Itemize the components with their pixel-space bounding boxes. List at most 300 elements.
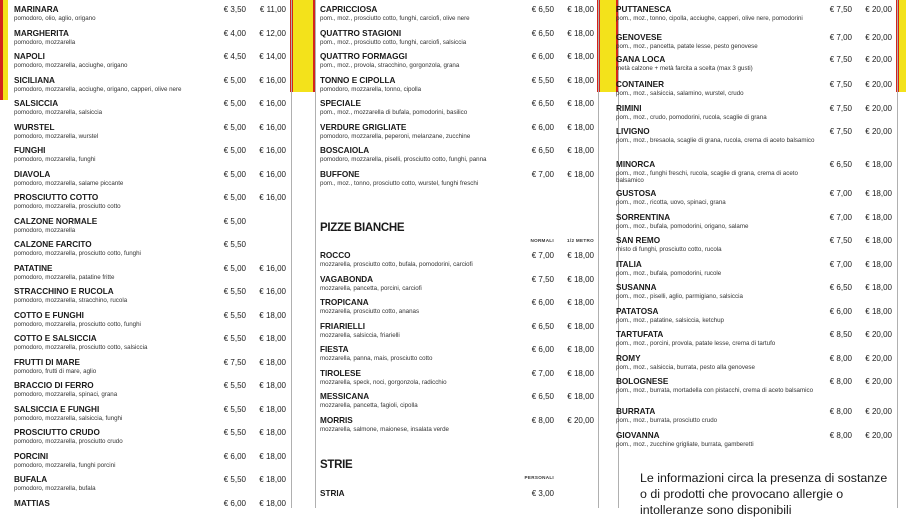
menu-item-price-normal: € 7,00 xyxy=(522,369,554,379)
menu-item xyxy=(14,170,286,194)
menu-item-description: pomodoro, mozzarella, prosciutto cotto, funghi xyxy=(14,250,214,257)
menu-item-description: pom., moz., prosciutto cotto, funghi, carciofi, olive nere xyxy=(320,15,522,22)
menu-item-description: pom., moz., burrata, mortadella con pistacchi, crema di aceto balsamico xyxy=(616,387,820,394)
menu-item xyxy=(320,275,594,299)
menu-item-name: VERDURE GRIGLIATE xyxy=(320,123,522,133)
menu-item-price-normal: € 7,50 xyxy=(820,5,852,15)
menu-item-name: TONNO E CIPOLLA xyxy=(320,76,522,86)
menu-item-name: BUFFONE xyxy=(320,170,522,180)
pizza-list-bianche xyxy=(320,251,594,439)
menu-item xyxy=(616,431,892,455)
menu-item-name: COTTO E FUNGHI xyxy=(14,311,214,321)
menu-item-price-normal: € 3,00 xyxy=(522,489,554,499)
menu-item-description: pom., moz., prosciutto cotto, funghi, carciofi, salsiccia xyxy=(320,39,522,46)
menu-item-description: pomodoro, mozzarella, peperoni, melanzane, zucchine xyxy=(320,133,522,140)
menu-item-price-large: € 18,00 xyxy=(554,298,594,308)
menu-item-price-normal: € 7,50 xyxy=(522,275,554,285)
menu-item xyxy=(320,76,594,100)
menu-item-price-normal: € 5,50 xyxy=(214,287,246,297)
menu-item-name: SPECIALE xyxy=(320,99,522,109)
menu-item-description: pomodoro, mozzarella, acciughe, origano xyxy=(14,62,214,69)
menu-item-name: MINORCA xyxy=(616,160,820,170)
menu-item-name: MARGHERITA xyxy=(14,29,214,39)
menu-item-price-large: € 18,00 xyxy=(852,213,892,223)
menu-item-name: BURRATA xyxy=(616,407,820,417)
menu-item xyxy=(320,392,594,416)
menu-item-description: pomodoro, olio, aglio, origano xyxy=(14,15,214,22)
header-personali: PERSONALI xyxy=(522,475,554,483)
bianche-section-title: PIZZE BIANCHE xyxy=(320,222,594,234)
menu-item-description: pom., moz., tonno, cipolla, acciughe, capperi, olive nere, pomodorini xyxy=(616,15,820,22)
menu-item xyxy=(14,405,286,429)
menu-item-name: TIROLESE xyxy=(320,369,522,379)
menu-item-info xyxy=(320,298,522,315)
menu-item-info xyxy=(320,76,522,93)
menu-item-description: pom., moz., funghi freschi, rucola, scaglie di grana, crema di aceto balsamico xyxy=(616,170,820,185)
menu-item-name: PUTTANESCA xyxy=(616,5,820,15)
menu-item-name: SICILIANA xyxy=(14,76,214,86)
menu-item-price-large: € 18,00 xyxy=(554,5,594,15)
menu-item-info xyxy=(616,377,820,394)
menu-item xyxy=(14,499,286,522)
menu-item-info xyxy=(14,358,214,375)
menu-item-name: CALZONE FARCITO xyxy=(14,240,214,250)
menu-item xyxy=(616,55,892,80)
menu-item-name: SUSANNA xyxy=(616,283,820,293)
menu-item-info xyxy=(14,334,214,351)
menu-item xyxy=(320,322,594,346)
menu-item-price-normal: € 7,00 xyxy=(522,251,554,261)
menu-item-price-large: € 20,00 xyxy=(852,55,892,65)
menu-item-price-large: € 18,00 xyxy=(246,381,286,391)
menu-item-price-large: € 16,00 xyxy=(246,287,286,297)
menu-item-description: pom., moz., bufala, pomodorini, rucole xyxy=(616,270,820,277)
menu-item xyxy=(14,5,286,29)
menu-item-description: pom., moz., crudo, pomodorini, rucola, scaglie di grana xyxy=(616,114,820,121)
menu-item-name: DIAVOLA xyxy=(14,170,214,180)
menu-item-description: mozzarella, salmone, maionese, insalata verde xyxy=(320,426,522,433)
menu-item-name: QUATTRO STAGIONI xyxy=(320,29,522,39)
menu-item xyxy=(14,240,286,264)
menu-item-description: misto di funghi, prosciutto cotto, rucola xyxy=(616,246,820,253)
header-normali: NORMALI xyxy=(522,238,554,246)
menu-item-price-normal: € 6,00 xyxy=(820,307,852,317)
menu-item xyxy=(616,236,892,260)
menu-item-description: pomodoro, mozzarella, acciughe, origano, capperi, olive nere xyxy=(14,86,214,93)
menu-item xyxy=(320,170,594,194)
menu-item-price-normal: € 5,50 xyxy=(214,311,246,321)
allergen-info-text: Le informazioni circa la presenza di sostanze o di prodotti che provocano allergie o intolleranze sono disponibili xyxy=(616,470,892,518)
menu-item-info xyxy=(320,52,522,69)
menu-item-name: CALZONE NORMALE xyxy=(14,217,214,227)
menu-item-name: PATATINE xyxy=(14,264,214,274)
menu-item-price-normal: € 7,50 xyxy=(214,358,246,368)
menu-item-name: SORRENTINA xyxy=(616,213,820,223)
menu-item-info xyxy=(14,452,214,469)
menu-item-info xyxy=(14,193,214,210)
menu-item xyxy=(14,146,286,170)
menu-item-name: NAPOLI xyxy=(14,52,214,62)
menu-item-name: MESSICANA xyxy=(320,392,522,402)
menu-item-name: COTTO E SALSICCIA xyxy=(14,334,214,344)
menu-item xyxy=(14,52,286,76)
menu-item-info xyxy=(14,405,214,422)
menu-item-description: pom., moz., bufala, pomodorini, origano, salame xyxy=(616,223,820,230)
menu-item-price-large: € 20,00 xyxy=(852,33,892,43)
menu-item xyxy=(616,104,892,128)
menu-item xyxy=(14,452,286,476)
menu-item-price-large: € 18,00 xyxy=(554,99,594,109)
menu-item-price-normal: € 5,00 xyxy=(214,217,246,227)
menu-item xyxy=(14,193,286,217)
menu-item xyxy=(14,217,286,241)
menu-item-price-large: € 18,00 xyxy=(246,311,286,321)
menu-item-description: pomodoro, mozzarella, prosciutto crudo xyxy=(14,438,214,445)
menu-item-name: STRIA xyxy=(320,489,522,499)
menu-item-info xyxy=(616,5,820,22)
menu-item-name: TROPICANA xyxy=(320,298,522,308)
menu-item-info xyxy=(320,322,522,339)
menu-item xyxy=(14,99,286,123)
pizza-list-rosse-2 xyxy=(320,0,594,193)
menu-item-price-large: € 18,00 xyxy=(852,307,892,317)
menu-item-price-normal: € 4,00 xyxy=(214,29,246,39)
menu-item-price-large: € 16,00 xyxy=(246,146,286,156)
menu-item xyxy=(320,123,594,147)
pizza-list-strie xyxy=(320,489,594,507)
menu-item-info xyxy=(616,407,820,424)
menu-item-price-normal: € 5,00 xyxy=(214,123,246,133)
menu-item-name: BRACCIO DI FERRO xyxy=(14,381,214,391)
menu-item-info xyxy=(616,431,820,448)
menu-item-info xyxy=(616,213,820,230)
menu-item-price-normal: € 5,50 xyxy=(214,428,246,438)
menu-item xyxy=(616,213,892,237)
menu-item xyxy=(14,123,286,147)
menu-item-name: TARTUFATA xyxy=(616,330,820,340)
menu-item-price-large: € 18,00 xyxy=(554,76,594,86)
menu-item-price-normal: € 5,00 xyxy=(214,99,246,109)
menu-item xyxy=(320,489,594,507)
menu-item-name: QUATTRO FORMAGGI xyxy=(320,52,522,62)
menu-item-price-normal: € 7,00 xyxy=(820,260,852,270)
menu-item-name: MORRIS xyxy=(320,416,522,426)
menu-item-price-normal: € 7,50 xyxy=(820,80,852,90)
menu-item-description: pom., moz., pancetta, patate lesse, pesto genovese xyxy=(616,43,820,50)
menu-item-price-large: € 20,00 xyxy=(852,80,892,90)
menu-item-price-large: € 20,00 xyxy=(852,354,892,364)
menu-item-price-large: € 18,00 xyxy=(852,283,892,293)
menu-item-price-normal: € 6,50 xyxy=(522,322,554,332)
menu-item-description: pomodoro, mozzarella, funghi porcini xyxy=(14,462,214,469)
menu-item-name: FRUTTI DI MARE xyxy=(14,358,214,368)
menu-item xyxy=(14,287,286,311)
menu-item-price-normal: € 3,50 xyxy=(214,5,246,15)
menu-item-price-large: € 11,00 xyxy=(246,5,286,15)
menu-item-price-large: € 18,00 xyxy=(554,146,594,156)
menu-item xyxy=(14,264,286,288)
menu-item-price-normal: € 4,50 xyxy=(214,52,246,62)
menu-item-price-normal: € 6,00 xyxy=(214,499,246,509)
menu-item-info xyxy=(14,5,214,22)
bianche-column-headers xyxy=(320,238,594,246)
menu-item-description: pomodoro, mozzarella, tonno, cipolla xyxy=(320,86,522,93)
menu-item xyxy=(320,29,594,53)
menu-item-info xyxy=(320,489,522,499)
menu-item-description: pom., moz., provola, stracchino, gorgonzola, grana xyxy=(320,62,522,69)
menu-item-price-large: € 12,00 xyxy=(246,29,286,39)
menu-item-name: BUFALA xyxy=(14,475,214,485)
menu-item-name: BOLOGNESE xyxy=(616,377,820,387)
menu-item-info xyxy=(616,127,820,144)
menu-item xyxy=(616,189,892,213)
menu-item-description: pom., moz., porcini, provola, patate lesse, crema di tartufo xyxy=(616,340,820,347)
menu-item-price-large: € 20,00 xyxy=(852,431,892,441)
menu-item-description: pom., moz., patatine, salsiccia, ketchup xyxy=(616,317,820,324)
menu-item-info xyxy=(616,330,820,347)
strie-section-title: STRIE xyxy=(320,459,594,471)
menu-item-price-normal: € 6,00 xyxy=(214,452,246,462)
menu-item-name: FIESTA xyxy=(320,345,522,355)
menu-item-price-large: € 20,00 xyxy=(852,377,892,387)
menu-item-info xyxy=(14,264,214,281)
menu-item-price-normal: € 5,00 xyxy=(214,76,246,86)
menu-item-info xyxy=(320,275,522,292)
menu-item-price-large: € 18,00 xyxy=(554,251,594,261)
menu-item-price-large: € 18,00 xyxy=(852,160,892,170)
menu-item-price-normal: € 8,00 xyxy=(522,416,554,426)
menu-item-name: CAPRICCIOSA xyxy=(320,5,522,15)
menu-item xyxy=(320,369,594,393)
menu-item-info xyxy=(14,217,214,234)
menu-item xyxy=(320,99,594,123)
menu-item-price-large: € 16,00 xyxy=(246,76,286,86)
menu-item-price-normal: € 6,50 xyxy=(522,99,554,109)
menu-item-price-large: € 18,00 xyxy=(554,345,594,355)
menu-item-name: PROSCIUTTO COTTO xyxy=(14,193,214,203)
menu-item xyxy=(616,283,892,307)
menu-item-name: GANA LOCA xyxy=(616,55,820,65)
menu-item-name: BOSCAIOLA xyxy=(320,146,522,156)
menu-item-price-normal: € 6,00 xyxy=(522,123,554,133)
menu-item-description: pomodoro, mozzarella, prosciutto cotto, salsiccia xyxy=(14,344,214,351)
menu-item-price-normal: € 8,00 xyxy=(820,431,852,441)
menu-item-description: mozzarella, pancetta, fagioli, cipolla xyxy=(320,402,522,409)
menu-item-price-large: € 18,00 xyxy=(554,322,594,332)
menu-item-price-large: € 14,00 xyxy=(246,52,286,62)
header-spacer xyxy=(554,475,594,483)
menu-item-info xyxy=(616,55,820,72)
menu-item-price-normal: € 7,00 xyxy=(522,170,554,180)
menu-item-price-large: € 18,00 xyxy=(554,369,594,379)
menu-item xyxy=(616,354,892,378)
menu-item-description: mozzarella, pancetta, porcini, carciofi xyxy=(320,285,522,292)
menu-item-price-normal: € 5,00 xyxy=(214,170,246,180)
column-divider-line-2 xyxy=(315,0,316,508)
menu-item xyxy=(14,358,286,382)
menu-item-price-normal: € 5,50 xyxy=(214,475,246,485)
menu-item-description: pomodoro, mozzarella xyxy=(14,39,214,46)
menu-item-price-large: € 20,00 xyxy=(852,104,892,114)
menu-item-price-normal: € 8,50 xyxy=(820,330,852,340)
menu-item-info xyxy=(616,189,820,206)
menu-item-name: GUSTOSA xyxy=(616,189,820,199)
menu-item-description: pom., moz., zucchine grigliate, burrata, gamberetti xyxy=(616,441,820,448)
menu-item-price-normal: € 6,50 xyxy=(820,160,852,170)
menu-item-info xyxy=(616,236,820,253)
menu-item-name: MATTIAS xyxy=(14,499,214,509)
menu-item-description: pomodoro, mozzarella, stracchino, rucola xyxy=(14,297,214,304)
menu-item-description: metà calzone + metà farcita a scelta (max 3 gusti) xyxy=(616,65,820,72)
menu-item-info xyxy=(616,80,820,97)
menu-item-price-large: € 16,00 xyxy=(246,123,286,133)
menu-item-price-large: € 16,00 xyxy=(246,264,286,274)
menu-item-description: pom., moz., ricotta, uovo, spinaci, grana xyxy=(616,199,820,206)
menu-item-price-large: € 18,00 xyxy=(554,392,594,402)
menu-item-price-large: € 18,00 xyxy=(554,123,594,133)
menu-item-price-large: € 16,00 xyxy=(246,193,286,203)
menu-item-description: pomodoro, mozzarella, salsiccia xyxy=(14,109,214,116)
menu-item-name: PROSCIUTTO CRUDO xyxy=(14,428,214,438)
menu-item xyxy=(320,5,594,29)
menu-item xyxy=(14,428,286,452)
menu-item-price-large: € 16,00 xyxy=(246,170,286,180)
menu-item-price-large: € 18,00 xyxy=(554,275,594,285)
menu-item xyxy=(320,298,594,322)
menu-item-info xyxy=(320,345,522,362)
menu-item-description: mozzarella, speck, noci, gorgonzola, radicchio xyxy=(320,379,522,386)
menu-item-price-large: € 16,00 xyxy=(246,99,286,109)
menu-item-description: pomodoro, mozzarella, prosciutto cotto xyxy=(14,203,214,210)
menu-item-info xyxy=(320,146,522,163)
menu-item-description: pomodoro, mozzarella xyxy=(14,227,214,234)
menu-item xyxy=(320,52,594,76)
menu-item-price-large: € 18,00 xyxy=(852,236,892,246)
menu-item-price-normal: € 5,50 xyxy=(214,240,246,250)
menu-item-price-normal: € 5,50 xyxy=(214,334,246,344)
menu-item xyxy=(616,127,892,160)
menu-item xyxy=(320,416,594,440)
menu-item xyxy=(616,160,892,189)
menu-item xyxy=(320,345,594,369)
header-mezzo-metro: 1/2 METRO xyxy=(554,238,594,246)
menu-item-info xyxy=(14,170,214,187)
menu-item-info xyxy=(14,428,214,445)
menu-item-price-large: € 18,00 xyxy=(852,189,892,199)
menu-item-price-large: € 18,00 xyxy=(554,52,594,62)
menu-item-description: mozzarella, prosciutto cotto, bufala, pomodorini, carciofi xyxy=(320,261,522,268)
menu-item xyxy=(14,334,286,358)
menu-item-name: VAGABONDA xyxy=(320,275,522,285)
menu-item-name: RIMINI xyxy=(616,104,820,114)
menu-item-description: pomodoro, mozzarella, patatine fritte xyxy=(14,274,214,281)
menu-item-price-large: € 20,00 xyxy=(852,5,892,15)
menu-item-price-normal: € 6,00 xyxy=(522,298,554,308)
menu-item-description: pomodoro, mozzarella, salame piccante xyxy=(14,180,214,187)
menu-item-name: FRIARIELLI xyxy=(320,322,522,332)
menu-item-price-large: € 18,00 xyxy=(246,499,286,509)
menu-item-price-normal: € 5,50 xyxy=(214,381,246,391)
menu-item xyxy=(616,80,892,104)
menu-item-price-large: € 18,00 xyxy=(246,405,286,415)
menu-item-description: pomodoro, mozzarella, prosciutto cotto, funghi xyxy=(14,321,214,328)
menu-item-price-normal: € 8,00 xyxy=(820,407,852,417)
menu-item xyxy=(616,330,892,354)
menu-item-info xyxy=(14,123,214,140)
menu-item-price-normal: € 7,00 xyxy=(820,189,852,199)
menu-item-name: STRACCHINO E RUCOLA xyxy=(14,287,214,297)
menu-item-description: pomodoro, frutti di mare, aglio xyxy=(14,368,214,375)
menu-item-name: PORCINI xyxy=(14,452,214,462)
menu-item-info xyxy=(14,287,214,304)
menu-item-price-normal: € 6,50 xyxy=(522,146,554,156)
menu-item-name: WURSTEL xyxy=(14,123,214,133)
menu-item-info xyxy=(320,416,522,433)
menu-item-price-normal: € 7,00 xyxy=(820,213,852,223)
menu-item-name: MARINARA xyxy=(14,5,214,15)
menu-item-info xyxy=(616,307,820,324)
menu-column-3 xyxy=(616,0,892,508)
menu-item-price-normal: € 6,00 xyxy=(522,345,554,355)
menu-item-price-large: € 18,00 xyxy=(246,452,286,462)
menu-item-price-normal: € 6,50 xyxy=(820,283,852,293)
menu-item-info xyxy=(616,104,820,121)
menu-column-2 xyxy=(320,0,594,508)
menu-item-price-large: € 18,00 xyxy=(246,334,286,344)
menu-item-description: pom., moz., bresaola, scaglie di grana, rucola, crema di aceto balsamico xyxy=(616,137,820,144)
menu-item-price-normal: € 7,50 xyxy=(820,127,852,137)
menu-item-info xyxy=(14,499,214,509)
left-edge-red-band xyxy=(0,0,3,100)
column-divider-line-5 xyxy=(897,0,898,508)
menu-item-price-normal: € 7,50 xyxy=(820,236,852,246)
menu-item-price-large: € 20,00 xyxy=(852,127,892,137)
menu-item-info xyxy=(320,369,522,386)
menu-item-description: pomodoro, mozzarella, salsiccia, funghi xyxy=(14,415,214,422)
menu-item-description: pom., moz., tonno, prosciutto cotto, wurstel, funghi freschi xyxy=(320,180,522,187)
menu-item xyxy=(616,260,892,284)
menu-item-price-normal: € 5,50 xyxy=(214,405,246,415)
menu-item-info xyxy=(14,240,214,257)
menu-item-info xyxy=(320,99,522,116)
menu-item-info xyxy=(14,311,214,328)
menu-column-1 xyxy=(14,0,286,508)
menu-item-info xyxy=(320,392,522,409)
menu-item-info xyxy=(14,76,214,93)
menu-item-price-normal: € 5,00 xyxy=(214,193,246,203)
menu-item xyxy=(616,33,892,55)
menu-item-price-normal: € 7,00 xyxy=(820,33,852,43)
menu-item xyxy=(616,407,892,431)
menu-item-price-normal: € 8,00 xyxy=(820,377,852,387)
menu-item-price-large: € 18,00 xyxy=(246,428,286,438)
menu-item xyxy=(14,76,286,100)
menu-item-name: GIOVANNA xyxy=(616,431,820,441)
menu-item-name: FUNGHI xyxy=(14,146,214,156)
menu-item-info xyxy=(320,29,522,46)
menu-item-description: pomodoro, mozzarella, piselli, prosciutto cotto, funghi, panna xyxy=(320,156,522,163)
menu-item-price-normal: € 5,50 xyxy=(522,76,554,86)
menu-item-price-normal: € 6,50 xyxy=(522,392,554,402)
menu-item-price-normal: € 5,00 xyxy=(214,146,246,156)
menu-item-price-large: € 18,00 xyxy=(246,358,286,368)
menu-item-description: pom., moz., mozzarella di bufala, pomodorini, basilico xyxy=(320,109,522,116)
menu-item-description: pom., moz., burrata, prosciutto crudo xyxy=(616,417,820,424)
menu-item-description: pomodoro, mozzarella, wurstel xyxy=(14,133,214,140)
column-divider-line-1 xyxy=(291,0,292,508)
menu-item-price-large: € 18,00 xyxy=(554,29,594,39)
menu-item-info xyxy=(320,251,522,268)
